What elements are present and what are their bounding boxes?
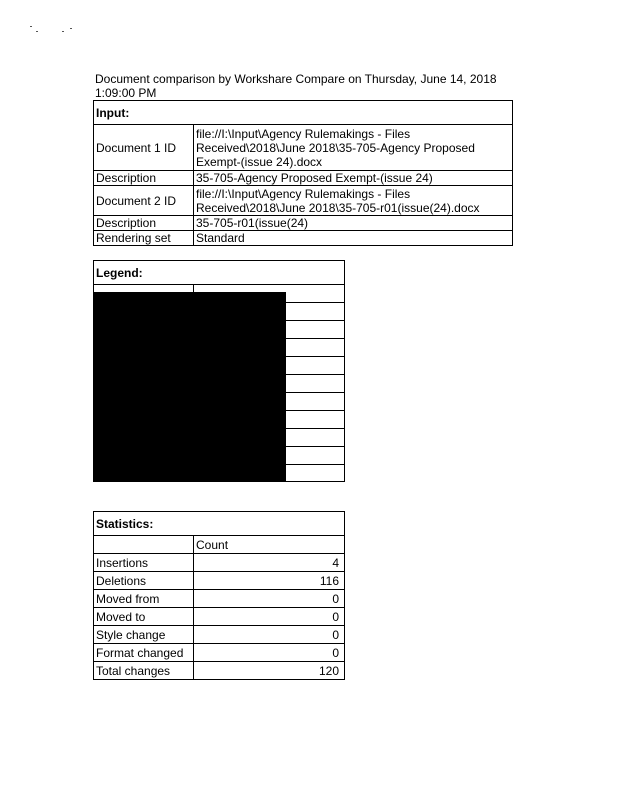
input-row-value: file://I:\Input\Agency Rulemakings - Files Received\2018\June 2018\35-705-Agency Proposed Exempt-(issue 24).docx [194, 125, 513, 171]
input-row-value: file://I:\Input\Agency Rulemakings - Files Received\2018\June 2018\35-705-r01(issue(24).docx [194, 186, 513, 216]
stat-count: 0 [194, 590, 345, 608]
input-row-value: 35-705-Agency Proposed Exempt-(issue 24) [194, 171, 513, 186]
stat-count: 0 [194, 608, 345, 626]
input-row-label: Rendering set [94, 231, 194, 246]
stat-label: Deletions [94, 572, 194, 590]
document-heading [95, 72, 515, 100]
statistics-table [93, 511, 345, 680]
heading-line-1: Document comparison by Workshare Compare on Thursday, June 14, 2018 [95, 72, 497, 86]
input-row-label: Document 1 ID [94, 125, 194, 171]
input-row-value: 35-705-r01(issue(24) [194, 216, 513, 231]
stat-count: 0 [194, 644, 345, 662]
stat-label: Moved to [94, 608, 194, 626]
legend-title: Legend: [94, 261, 345, 285]
input-row-label: Document 2 ID [94, 186, 194, 216]
stat-count: 116 [194, 572, 345, 590]
input-row-label: Description [94, 216, 194, 231]
count-header: Count [194, 536, 345, 554]
stat-label: Insertions [94, 554, 194, 572]
redacted-legend-block [94, 292, 286, 481]
stat-label: Format changed [94, 644, 194, 662]
stat-label: Total changes [94, 662, 194, 680]
input-row-value: Standard [194, 231, 513, 246]
input-table [93, 100, 513, 246]
stat-count: 4 [194, 554, 345, 572]
input-title: Input: [94, 101, 513, 125]
stat-count: 120 [194, 662, 345, 680]
stat-label: Style change [94, 626, 194, 644]
heading-line-2: 1:09:00 PM [95, 86, 157, 100]
statistics-title: Statistics: [94, 512, 345, 536]
input-row-label: Description [94, 171, 194, 186]
stat-count: 0 [194, 626, 345, 644]
stat-label: Moved from [94, 590, 194, 608]
